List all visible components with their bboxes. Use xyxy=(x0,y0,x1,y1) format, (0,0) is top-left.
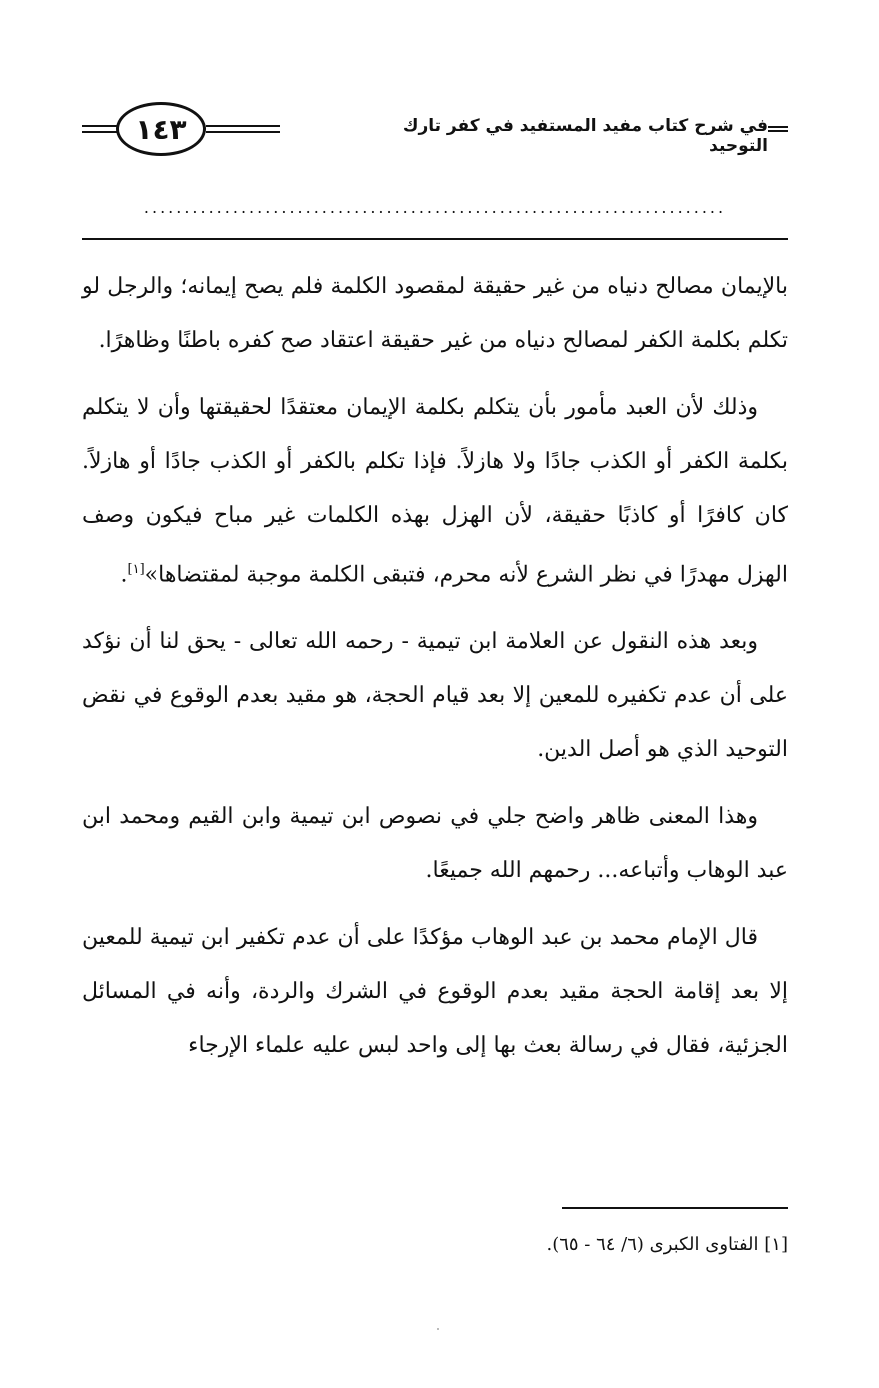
header-ornament-rule xyxy=(768,126,788,132)
paragraph: وبعد هذه النقول عن العلامة ابن تيمية - رحمه الله تعالى - يحق لنا أن نؤكد على أن عدم تكفيره للمعين إلا بعد قيام الحجة، هو مقيد بعدم الوقوع في نقض التوحيد الذي هو أصل الدين. xyxy=(82,629,788,763)
paragraph: قال الإمام محمد بن عبد الوهاب مؤكدًا على أن عدم تكفير ابن تيمية للمعين إلا بعد إقامة الحجة مقيد بعدم الوقوع في الشرك والردة، وأنه في المسائل الجزئية، فقال في رسالة بعث بها إلى واحد لبس عليه علماء الإرجاء xyxy=(82,925,788,1059)
page-number-left-rule xyxy=(82,125,118,133)
main-text xyxy=(82,260,788,1086)
running-header-title: في شرح كتاب مفيد المستفيد في كفر تارك التوحيد xyxy=(402,116,768,156)
footnote-reference[interactable]: [١] xyxy=(127,562,145,577)
paragraph-tail: . xyxy=(120,562,128,588)
footnote-divider xyxy=(562,1207,788,1209)
page-number-ornament xyxy=(82,100,282,160)
dotted-separator: ........................................................................ xyxy=(143,198,727,217)
paragraph xyxy=(82,381,788,602)
page-number-right-rule xyxy=(206,125,280,133)
paragraph-text: وذلك لأن العبد مأمور بأن يتكلم بكلمة الإيمان معتقدًا لحقيقتها وأن لا يتكلم بكلمة الكفر أو الكذب جادًا ولا هازلاً. فإذا تكلم بالكفر أو الكذب جادًا أو هازلاً. كان كافرًا أو كاذبًا حقيقة، لأن الهزل بهذه الكلمات غير مباح فيكون وصف الهزل مهدرًا في نظر الشرع لأنه محرم، فتبقى الكلمة موجبة لمقتضاها» xyxy=(82,395,788,588)
scan-speck xyxy=(437,1328,439,1330)
paragraph: وهذا المعنى ظاهر واضح جلي في نصوص ابن تيمية وابن القيم ومحمد ابن عبد الوهاب وأتباعه... رحمهم الله جميعًا. xyxy=(82,804,788,884)
footnote: [١] الفتاوى الكبرى (٦/ ٦٤ - ٦٥). xyxy=(546,1234,788,1255)
page-number: ١٤٣ xyxy=(116,102,206,156)
header-divider xyxy=(82,238,788,240)
paragraph: بالإيمان مصالح دنياه من غير حقيقة لمقصود الكلمة فلم يصح إيمانه؛ والرجل لو تكلم بكلمة الكفر لمصالح دنياه من غير حقيقة اعتقاد صح كفره باطنًا وظاهرًا. xyxy=(82,274,788,353)
